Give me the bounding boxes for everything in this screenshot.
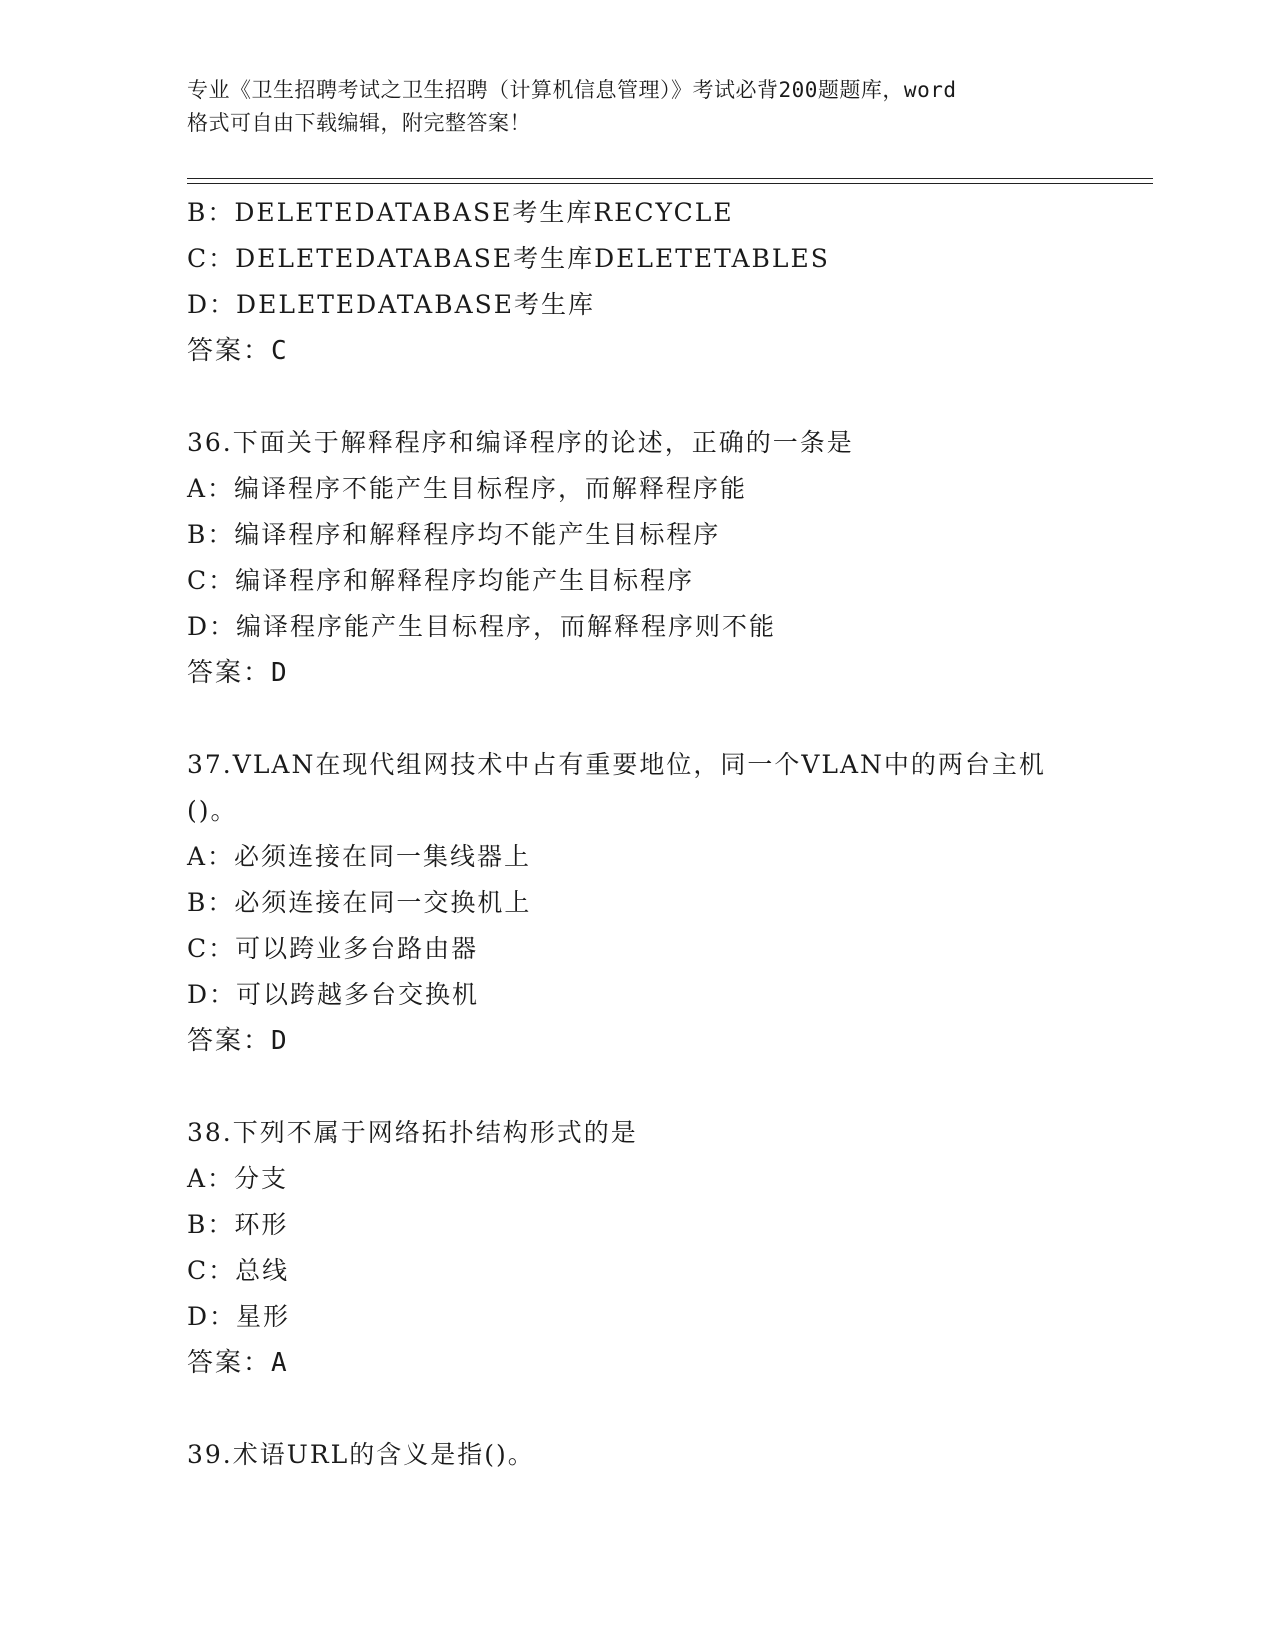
answer-text: 答案：D (187, 658, 289, 688)
option-b: B：编译程序和解释程序均不能产生目标程序 (187, 520, 721, 549)
option-b: B：DELETEDATABASE考生库RECYCLE (187, 198, 734, 227)
option-c: C：可以跨业多台路由器 (187, 934, 479, 963)
option-b: B：环形 (187, 1210, 289, 1239)
question-stem: 36.下面关于解释程序和编译程序的论述，正确的一条是 (187, 428, 854, 457)
option-c: C：编译程序和解释程序均能产生目标程序 (187, 566, 695, 595)
question-block-37 (187, 742, 1153, 1064)
option-c: C：总线 (187, 1256, 290, 1285)
question-block-36 (187, 420, 1153, 696)
question-stem-line2: ()。 (187, 796, 238, 825)
question-block-39 (187, 1432, 1153, 1478)
question-block-38 (187, 1110, 1153, 1386)
header-title-line2: 格式可自由下载编辑，附完整答案！ (187, 111, 531, 135)
option-d: D：DELETEDATABASE考生库 (187, 290, 596, 319)
document-header (187, 74, 1087, 140)
option-c: C：DELETEDATABASE考生库DELETETABLES (187, 244, 830, 273)
option-a: A：编译程序不能产生目标程序，而解释程序能 (187, 474, 748, 503)
question-list (187, 190, 1153, 1478)
header-title-line1: 专业《卫生招聘考试之卫生招聘（计算机信息管理）》考试必背200题题库，word (187, 78, 957, 102)
question-stem: 39.术语URL的含义是指()。 (187, 1440, 535, 1469)
header-divider-bottom (187, 183, 1153, 184)
option-d: D：星形 (187, 1302, 291, 1331)
answer-text: 答案：A (187, 1348, 289, 1378)
question-stem: 38.下列不属于网络拓扑结构形式的是 (187, 1118, 638, 1147)
question-block-35-continued (187, 190, 1153, 374)
answer-text: 答案：D (187, 1026, 289, 1056)
option-a: A：必须连接在同一集线器上 (187, 842, 532, 871)
option-d: D：编译程序能产生目标程序，而解释程序则不能 (187, 612, 777, 641)
option-d: D：可以跨越多台交换机 (187, 980, 480, 1009)
question-stem-line1: 37.VLAN在现代组网技术中占有重要地位，同一个VLAN中的两台主机 (187, 750, 1046, 779)
option-a: A：分支 (187, 1164, 289, 1193)
option-b: B：必须连接在同一交换机上 (187, 888, 532, 917)
header-divider-top (187, 178, 1153, 179)
answer-text: 答案：C (187, 336, 289, 366)
